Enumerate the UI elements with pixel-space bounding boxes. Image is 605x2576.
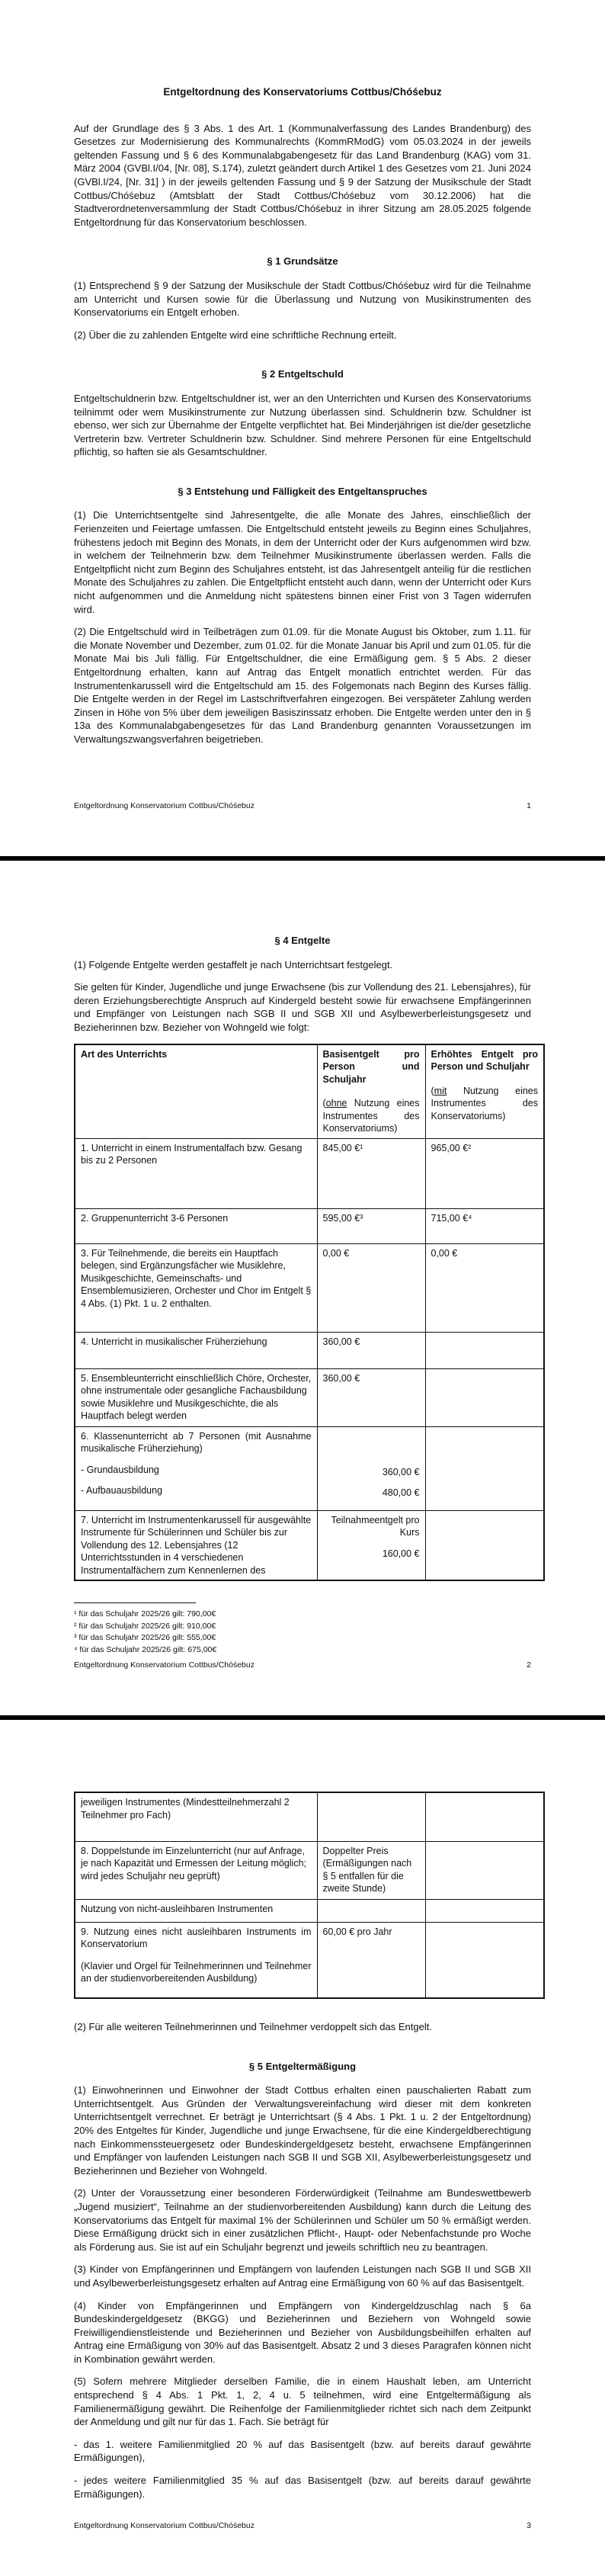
row7-increased-fee (425, 1510, 544, 1580)
section-4-paragraph-2: Sie gelten für Kinder, Jugendliche und junge Erwachsene (bis zur Vollendung des 21. Lebensjahres), für deren Erziehungsberechtigte Anspruch auf Kindergeld besteht sowie für erwachsene Empfängerinnen und Empfänger von Leistungen nach SGB II und SGB XII und Asylbewerberleistungsgesetz und Bezieherinnen bzw. Bezieher von Wohngeld wie folgt: (74, 981, 531, 1033)
header-art-des-unterrichts: Art des Unterrichts (75, 1044, 317, 1139)
row5-base-fee: 360,00 € (317, 1368, 425, 1426)
section-5-heading: § 5 Entgeltermäßigung (248, 2060, 357, 2072)
footnotes-block (74, 1602, 531, 1656)
section-5-list-item-1: - das 1. weitere Familienmitglied 20 % auf das Basisentgelt (bzw. auf bereits darauf gewährte Ermäßigungen), (74, 2438, 531, 2464)
footnote-4: ⁴ für das Schuljahr 2025/26 gilt: 675,00€ (74, 1644, 217, 1654)
table-row (75, 1208, 544, 1243)
footnote-2: ² für das Schuljahr 2025/26 gilt: 910,00€ (74, 1621, 216, 1631)
table-row (75, 1332, 544, 1368)
page-2 (0, 861, 605, 1715)
row7-continuation: jeweiligen Instrumentes (Mindestteilnehmerzahl 2 Teilnehmer pro Fach) (75, 1792, 317, 1841)
section-5-paragraph-2: (2) Unter der Voraussetzung einer besonderen Förderwürdigkeit (Teilnahme am Bundeswettbewerb „Jugend musiziert“, Teilnahme an der studienvorbereitenden Ausbildung) kann durch die Leitung des Konservatoriums das Entgelt für maximal 1% der Schülerinnen und Schüler um 50 % ermäßigt werden. Diese Ermäßigung drückt sich in einer zusätzlichen Pflicht-, Haupt- oder Nebenfachstunde pro Woche als Förderung aus. Sie ist auf ein Schuljahr begrenzt und jeweils schriftlich neu zu beantragen. (74, 2187, 531, 2253)
row1-increased-fee: 965,00 €² (425, 1138, 544, 1208)
footnote-separator (74, 1602, 196, 1603)
fee-table (74, 1044, 545, 1582)
row3-increased-fee: 0,00 € (425, 1243, 544, 1332)
table-row (75, 1243, 544, 1332)
page-3-content (0, 1720, 605, 2501)
table-row (75, 1138, 544, 1208)
row3-base-fee: 0,00 € (317, 1243, 425, 1332)
footnote-3: ³ für das Schuljahr 2025/26 gilt: 555,00€ (74, 1633, 216, 1642)
footer-title: Entgeltordnung Konservatorium Cottbus/Chóśebuz (74, 1660, 254, 1670)
row4-increased-fee (425, 1332, 544, 1368)
row6-increased-fee (425, 1426, 544, 1510)
intro-paragraph: Auf der Grundlage des § 3 Abs. 1 des Art. 1 (Kommunalverfassung des Landes Brandenburg) des Gesetzes zur Modernisierung des Kommunalrechts (KommRModG) vom 05.03.2024 in der jeweils geltenden Fassung und § 6 des Kommunalabgabengesetz für das Land Brandenburg (KAG) vom 31. März 2004 (GVBl.I/04, [Nr. 08], S.174), zuletzt geändert durch Artikel 1 des Gesetzes vom 21. Juni 2024 (GVBl.I/24, [Nr. 31] ) in der jeweils geltenden Fassung und § 9 der Satzung der Musikschule der Stadt Cottbus/Chóśebuz (Amtsblatt der Stadt Cottbus/Chóśebuz vom 30.12.2006) hat die Stadtverordnetenversammlung der Stadt Cottbus/Chóśebuz in ihrer Sitzung am 28.05.2025 folgende Entgeltordnung für das Konservatorium beschlossen. (74, 122, 531, 228)
header-erhoehtes-entgelt: Erhöhtes Entgelt pro Person und Schuljahr (mit Nutzung eines Instrumentes des Konservatoriums) (425, 1044, 544, 1139)
row5-description: 5. Ensembleunterricht einschließlich Chöre, Orchester, ohne instrumentale oder gesangliche Fachausbildung sowie Musiklehre und Musikgeschichte, die als Hauptfach belegt werden (75, 1368, 317, 1426)
row8-increased-fee (425, 1841, 544, 1899)
section-2-heading: § 2 Entgeltschuld (261, 368, 344, 380)
page-1-footer (74, 801, 531, 810)
row6-description: 6. Klassenunterricht ab 7 Personen (mit Ausnahme musikalische Früherziehung) - Grundausbildung - Aufbauausbildung (75, 1426, 317, 1510)
page-number: 2 (527, 1660, 531, 1670)
table-row (75, 1426, 544, 1510)
table-row (75, 1792, 544, 1841)
page-number: 1 (527, 801, 531, 810)
section-3-paragraph-2: (2) Die Entgeltschuld wird in Teilbeträgen zum 01.09. für die Monate August bis Oktober, zum 1.11. für die Monate November und Dezember, zum 01.02. für die Monate Januar bis April und zum 01.05. für die Monate Mai bis Juli fällig. Für Entgeltschuldner, die eine Ermäßigung gem. § 5 Abs. 2 dieser Entgeltordnung erhalten, kann auf Antrag das Entgelt monatlich entrichtet werden. Für das Instrumentenkarussell wird die Entgeltschuld am 15. des Folgemonats nach Beginn des Kurses fällig. Die Entgelte werden in der Regel im Lastschriftverfahren eingezogen. Bei verspäteter Zahlung werden Zinsen in Höhe von 5% über dem jeweiligen Basiszinssatz erhoben. Die Entgelte werden unter den in § 13a des Kommunalabgabengesetzes für das Land Brandenburg genannten Voraussetzungen im Verwaltungszwangsverfahren beigetrieben. (74, 626, 531, 745)
section-5-paragraph-3: (3) Kinder von Empfängerinnen und Empfängern von laufenden Leistungen nach SGB II und SGB XII und Asylbewerberleistungsgesetz erhalten auf Antrag eine Ermäßigung von 60 % auf das Basisentgelt. (74, 2263, 531, 2289)
page-number: 3 (527, 2521, 531, 2530)
row2-increased-fee: 715,00 €⁴ (425, 1208, 544, 1243)
page-3 (0, 1720, 605, 2576)
section-3-heading: § 3 Entstehung und Fälligkeit des Entgeltanspruches (178, 485, 427, 497)
section-5-paragraph-5: (5) Sofern mehrere Mitglieder derselben Familie, die in einem Haushalt leben, am Unterricht entsprechend § 4 Abs. 1 Pkt. 1, 2, 4 u. 5 teilnehmen, wird eine Entgeltermäßigung als Familienermäßigung gewährt. Die Reihenfolge der Familienmitglieder richtet sich nach dem Zeitpunkt der Anmeldung und gilt nur für das 1. Fach. Sie beträgt für (74, 2376, 531, 2428)
row9-description: 9. Nutzung eines nicht ausleihbaren Instruments im Konservatorium (Klavier und Orgel für Teilnehmerinnen und Teilnehmer an der studienvorbereitenden Ausbildung) (75, 1922, 317, 1998)
section-1-heading: § 1 Grundsätze (267, 255, 338, 268)
table-row (75, 1922, 544, 1998)
page-1-content (0, 0, 605, 746)
row2-base-fee: 595,00 €³ (317, 1208, 425, 1243)
section-1-paragraph-1: (1) Entsprechend § 9 der Satzung der Musikschule der Stadt Cottbus/Chóśebuz wird für die Teilnahme am Unterricht und Kursen sowie für die Überlassung und Nutzung von Musikinstrumenten des Konservatoriums ein Entgelt erhoben. (74, 279, 531, 319)
row7-base-fee: Teilnahmeentgelt pro Kurs 160,00 € (317, 1510, 425, 1580)
section-3-paragraph-1: (1) Die Unterrichtsentgelte sind Jahresentgelte, die alle Monate des Jahres, einschließlich der Ferienzeiten und Feiertage umfassen. Die Entgeltschuld entsteht jeweils zu Beginn eines Schuljahres, frühestens jedoch mit Beginn des Monats, in dem der Unterricht oder der Kurs aufgenommen wird bzw. in welchem der Teilnehmerin bzw. dem Teilnehmer Musikinstrumente überlassen werden. Falls die Entgeltpflicht nicht zum Beginn des Schuljahres entsteht, ist das Jahresentgelt anteilig für die restlichen Monate des Schuljahres zu zahlen. Die Entgeltpflicht entsteht auch dann, wenn der Unterricht oder Kurs nicht aufgenommen und die Anmeldung nicht spätestens binnen einer Frist von 3 Tagen widerrufen wird. (74, 509, 531, 615)
page-3-footer (74, 2521, 531, 2530)
section-4-paragraph-1: (1) Folgende Entgelte werden gestaffelt je nach Unterrichtsart festgelegt. (74, 958, 393, 970)
row1-description: 1. Unterricht in einem Instrumentalfach bzw. Gesang bis zu 2 Personen (75, 1138, 317, 1208)
table-row (75, 1841, 544, 1899)
footnote-1: ¹ für das Schuljahr 2025/26 gilt: 790,00€ (74, 1609, 216, 1618)
section-row-label: Nutzung von nicht-ausleihbaren Instrumenten (75, 1899, 317, 1922)
row3-description: 3. Für Teilnehmende, die bereits ein Hauptfach belegen, sind Ergänzungsfächer wie Musiklehre, Musikgeschichte, Gemeinschafts- und Ensemblemusizieren, Orchester und Chor im Entgelt § 4 Abs. (1) Pkt. 1 u. 2 enthalten. (75, 1243, 317, 1332)
row5-increased-fee (425, 1368, 544, 1426)
section-5-paragraph-1: (1) Einwohnerinnen und Einwohner der Stadt Cottbus erhalten einen pauschalierten Rabatt zum Unterrichtsentgelt. Aus Gründen der Verwaltungsvereinfachung wird dieser mit dem konkreten Unterrichtsentgelt verrechnet. Er beträgt je Unterrichtsart (§ 4 Abs. 1 Pkt. 1 u. 2 der Entgeltordnung) 20% des Entgeltes für Kinder, Jugendliche und junge Erwachsene, für die eine Kindergeldberechtigung nach Einkommenssteuergesetz oder Bundeskindergeldgesetz besteht, erwachsene Empfängerinnen und Empfänger von laufenden Leistungen nach SGB II und SGB XII, Asylbewerberleistungsgesetz und Bezieherinnen und Bezieher von Wohngeld. (74, 2084, 531, 2177)
section-1-paragraph-2: (2) Über die zu zahlenden Entgelte wird eine schriftliche Rechnung erteilt. (74, 329, 397, 341)
footer-title: Entgeltordnung Konservatorium Cottbus/Chóśebuz (74, 2521, 254, 2530)
section-4-paragraph-3: (2) Für alle weiteren Teilnehmerinnen und Teilnehmer verdoppelt sich das Entgelt. (74, 2021, 432, 2032)
header-basisentgelt: Basisentgelt pro Person und Schuljahr (ohne Nutzung eines Instrumentes des Konservatoriums) (317, 1044, 425, 1139)
section-row-empty-1 (317, 1899, 425, 1922)
section-2-paragraph: Entgeltschuldnerin bzw. Entgeltschuldner ist, wer an den Unterrichten und Kursen des Konservatoriums teilnimmt oder wem Musikinstrumente zur Nutzung überlassen sind. Schuldnerin bzw. Schuldner ist ebenso, wer sich zur Übernahme der Entgelte verpflichtet hat. Bei Minderjährigen ist die/der gesetzliche Vertreterin bzw. Vertreter Schuldnerin bzw. Schuldner. Sind mehrere Personen für eine Entgeltschuld pflichtig, so haften sie als Gesamtschuldner. (74, 392, 531, 458)
row7-description: 7. Unterricht im Instrumentenkarussell für ausgewählte Instrumente für Schülerinnen und Schüler bis zur Vollendung des 12. Lebensjahres (12 Unterrichtsstunden in 4 verschiedenen Instrumentalfächern zum Kennenlernen des (75, 1510, 317, 1580)
document-title: Entgeltordnung des Konservatoriums Cottbus/Chóśebuz (163, 86, 442, 98)
table-row (75, 1368, 544, 1426)
row6-base-fee: 360,00 € 480,00 € (317, 1426, 425, 1510)
row1-base-fee: 845,00 €¹ (317, 1138, 425, 1208)
section-5-paragraph-4: (4) Kinder von Empfängerinnen und Empfängern von Kindergeldzuschlag nach § 6a Bundeskindergeldgesetz (BKGG) und Bezieherinnen und Beziehern von Wohngeld sowie Freiwilligendienstleistende und Bezieherinnen und Bezieher von Ausbildungsbeihilfen erhalten auf Antrag eine Ermäßigung von 30% auf das Basisentgelt. Absatz 2 und 3 dieses Paragrafen können nicht in Kombination gewährt werden. (74, 2299, 531, 2365)
table-row (75, 1510, 544, 1580)
table-section-row (75, 1899, 544, 1922)
row9-base-fee: 60,00 € pro Jahr (317, 1922, 425, 1998)
row7cont-base-fee (317, 1792, 425, 1841)
page-1 (0, 0, 605, 856)
row4-base-fee: 360,00 € (317, 1332, 425, 1368)
page-2-footer (74, 1660, 531, 1670)
fee-table-continued (74, 1792, 545, 1999)
section-4-heading: § 4 Entgelte (274, 935, 331, 946)
row8-description: 8. Doppelstunde im Einzelunterricht (nur auf Anfrage, je nach Kapazität und Ermessen der Leitung möglich; wird jedes Schuljahr neu geprüft) (75, 1841, 317, 1899)
section-row-empty-2 (425, 1899, 544, 1922)
section-5-list-item-2: - jedes weitere Familienmitglied 35 % auf das Basisentgelt (bzw. auf bereits darauf gewährte Ermäßigungen). (74, 2475, 531, 2500)
row4-description: 4. Unterricht in musikalischer Früherziehung (75, 1332, 317, 1368)
row2-description: 2. Gruppenunterricht 3-6 Personen (75, 1208, 317, 1243)
row8-base-fee: Doppelter Preis (Ermäßigungen nach § 5 entfallen für die zweite Stunde) (317, 1841, 425, 1899)
fee-table-header-row (75, 1044, 544, 1139)
row9-increased-fee (425, 1922, 544, 1998)
page-2-content (0, 861, 605, 1581)
footer-title: Entgeltordnung Konservatorium Cottbus/Chóśebuz (74, 801, 254, 810)
row7cont-increased-fee (425, 1792, 544, 1841)
